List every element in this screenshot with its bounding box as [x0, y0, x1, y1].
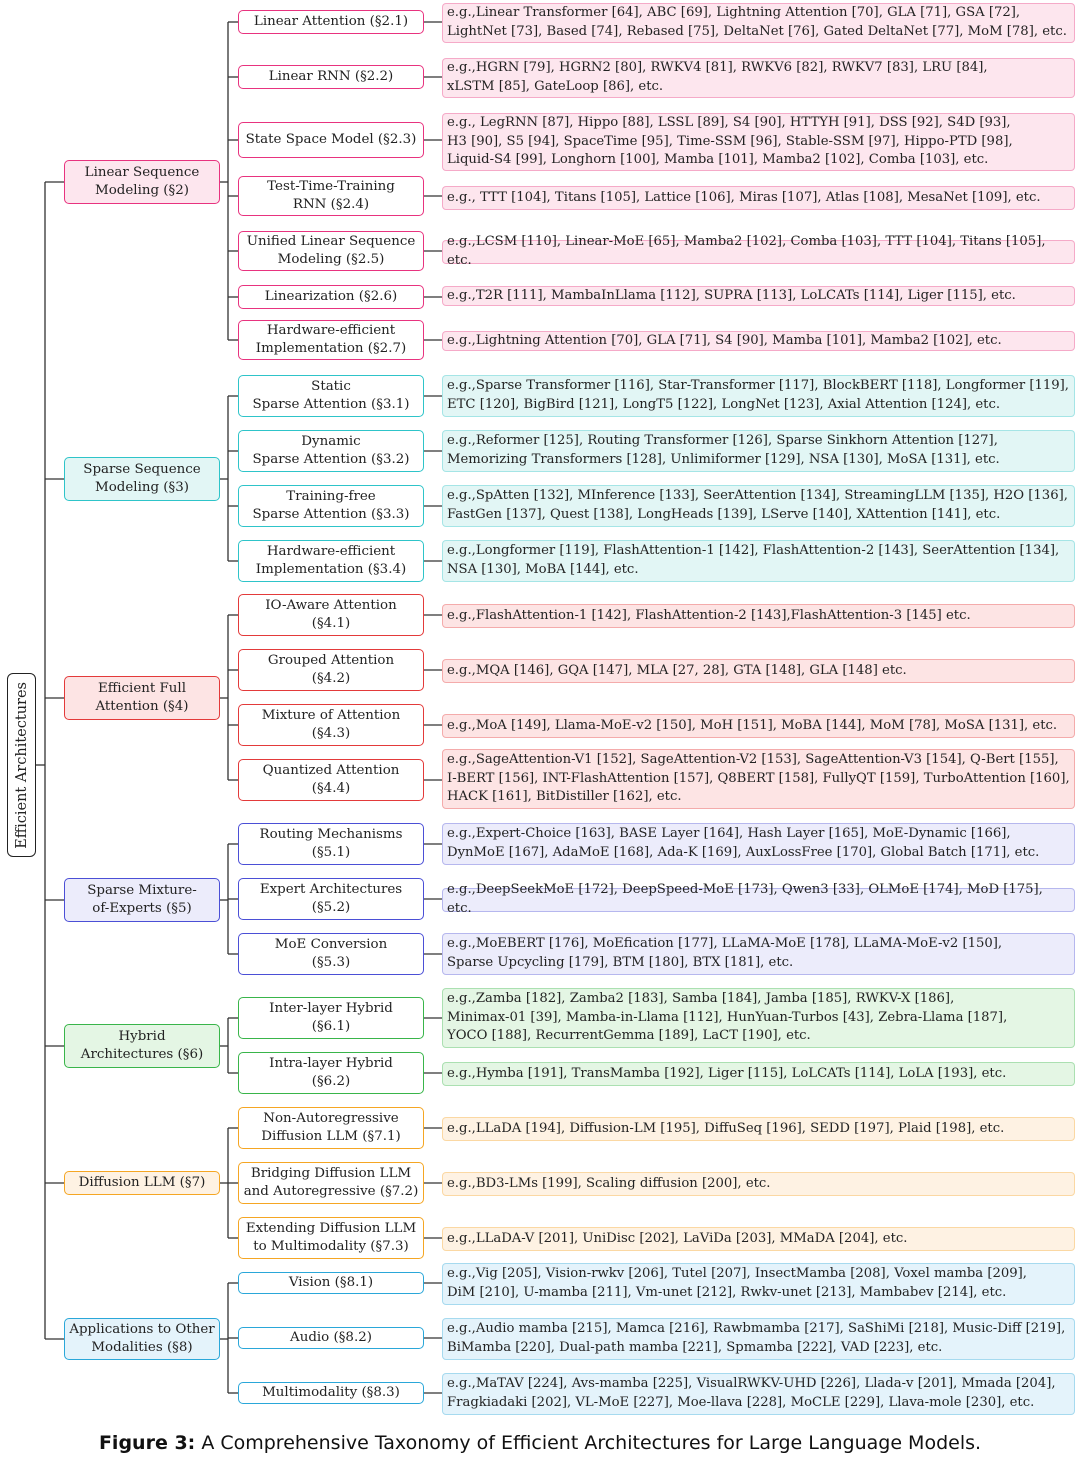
subcategory-node: Multimodality (§8.3) [238, 1382, 424, 1404]
subcategory-node: Vision (§8.1) [238, 1272, 424, 1294]
examples-box [442, 1373, 1075, 1415]
examples-text: e.g.,MoA [149], Llama-MoE-v2 [150], MoH [151], MoBA [144], MoM [78], MoSA [131], etc. [447, 717, 1058, 733]
examples-box [442, 113, 1075, 171]
examples-box [442, 1117, 1075, 1141]
category-node-4: Efficient Full Attention (§4) [64, 676, 220, 720]
examples-text: e.g.,DeepSeekMoE [172], DeepSpeed-MoE [173], Qwen3 [33], OLMoE [174], MoD [175], etc. [447, 882, 1043, 916]
subcategory-node: Unified Linear Sequence Modeling (§2.5) [238, 231, 424, 271]
examples-text: e.g.,Reformer [125], Routing Transformer [126], Sparse Sinkhorn Attention [127], Memorizing Transformers [128], Unlimiformer [129], NSA [130], MoSA [131], etc. [447, 433, 1000, 467]
category-node-8: Applications to Other Modalities (§8) [64, 1318, 220, 1360]
examples-box [442, 540, 1075, 582]
examples-text: e.g.,Linear Transformer [64], ABC [69], Lightning Attention [70], GLA [71], GSA [72], LightNet [73], Based [74], Rebased [75], DeltaNet [76], Gated DeltaNet [77], MoM [78], etc. [447, 5, 1067, 39]
category-node-3: Sparse Sequence Modeling (§3) [64, 457, 220, 501]
subcategory-node: Quantized Attention (§4.4) [238, 759, 424, 801]
subcategory-node: IO-Aware Attention (§4.1) [238, 594, 424, 636]
examples-text: e.g.,Audio mamba [215], Mamca [216], Rawbmamba [217], SaShiMi [218], Music-Diff [219], BiMamba [220], Dual-path mamba [221], Spmamba [222], VAD [223], etc. [447, 1321, 1066, 1355]
examples-text: e.g.,Lightning Attention [70], GLA [71], S4 [90], Mamba [101], Mamba2 [102], etc. [447, 332, 1002, 348]
subcategory-node: Non-Autoregressive Diffusion LLM (§7.1) [238, 1107, 424, 1149]
subcategory-node: Routing Mechanisms (§5.1) [238, 823, 424, 865]
subcategory-node: MoE Conversion (§5.3) [238, 933, 424, 975]
examples-text: e.g.,Vig [205], Vision-rwkv [206], Tutel [207], InsectMamba [208], Voxel mamba [209], DiM [210], U-mamba [211], Vm-unet [212], Rwkv-unet [213], Mambabev [214], etc. [447, 1266, 1028, 1300]
examples-text: e.g.,LLaDA-V [201], UniDisc [202], LaViDa [203], MMaDA [204], etc. [447, 1230, 908, 1246]
examples-text: e.g.,T2R [111], MambaInLlama [112], SUPRA [113], LoLCATs [114], Liger [115], etc. [447, 287, 1016, 303]
subcategory-node: Linearization (§2.6) [238, 285, 424, 309]
examples-text: e.g.,FlashAttention-1 [142], FlashAttention-2 [143],FlashAttention-3 [145] etc. [447, 607, 971, 623]
examples-box [442, 882, 1075, 916]
category-node-5: Sparse Mixture- of-Experts (§5) [64, 878, 220, 922]
examples-text: e.g.,BD3-LMs [199], Scaling diffusion [200], etc. [447, 1175, 771, 1191]
examples-box [442, 1172, 1075, 1196]
examples-box [442, 749, 1075, 809]
root-label: Efficient Architectures [13, 681, 30, 849]
examples-text: e.g.,Zamba [182], Zamba2 [183], Samba [184], Jamba [185], RWKV-X [186], Minimax-01 [39], Mamba-in-Llama [112], HunYuan-Turbos [43], Zebra-Llama [187], YOCO [188], RecurrentGemma [189], LaCT [190], etc. [447, 991, 1008, 1044]
subcategory-node: Hardware-efficient Implementation (§2.7) [238, 320, 424, 360]
examples-box [442, 714, 1075, 738]
subcategory-node: Extending Diffusion LLM to Multimodality (§7.3) [238, 1217, 424, 1259]
examples-box [442, 234, 1075, 268]
subcategory-node: Training-free Sparse Attention (§3.3) [238, 485, 424, 527]
examples-box [442, 659, 1075, 683]
caption-figure-label: Figure 3: [98, 1432, 196, 1454]
examples-box [442, 485, 1075, 527]
examples-box [442, 1263, 1075, 1305]
subcategory-node: State Space Model (§2.3) [238, 122, 424, 158]
subcategory-node: Test-Time-Training RNN (§2.4) [238, 176, 424, 216]
examples-text: e.g.,Expert-Choice [163], BASE Layer [164], Hash Layer [165], MoE-Dynamic [166], DynMoE [167], AdaMoE [168], Ada-K [169], AuxLossFree [170], Global Batch [171], etc. [447, 826, 1040, 860]
examples-box [442, 1062, 1075, 1086]
examples-box [442, 430, 1075, 472]
examples-text: e.g.,Sparse Transformer [116], Star-Transformer [117], BlockBERT [118], Longformer [119], ETC [120], BigBird [121], LongT5 [122], LongNet [123], Axial Attention [124], etc. [447, 378, 1069, 412]
subcategory-node: Grouped Attention (§4.2) [238, 649, 424, 691]
subcategory-node: Linear RNN (§2.2) [238, 65, 424, 89]
examples-box [442, 3, 1075, 43]
examples-box [442, 823, 1075, 865]
examples-box [442, 286, 1075, 306]
examples-text: e.g.,LLaDA [194], Diffusion-LM [195], DiffuSeq [196], SEDD [197], Plaid [198], etc. [447, 1120, 1005, 1136]
examples-text: e.g.,MQA [146], GQA [147], MLA [27, 28], GTA [148], GLA [148] etc. [447, 662, 907, 678]
subcategory-node: Static Sparse Attention (§3.1) [238, 375, 424, 417]
examples-text: e.g.,Longformer [119], FlashAttention-1 [142], FlashAttention-2 [143], SeerAttention [134], NSA [130], MoBA [144], etc. [447, 543, 1060, 577]
category-node-2: Linear Sequence Modeling (§2) [64, 160, 220, 204]
examples-text: e.g.,LCSM [110], Linear-MoE [65], Mamba2 [102], Comba [103], TTT [104], Titans [105], etc. [447, 234, 1046, 268]
subcategory-node: Dynamic Sparse Attention (§3.2) [238, 430, 424, 472]
examples-text: e.g., TTT [104], Titans [105], Lattice [106], Miras [107], Atlas [108], MesaNet [109], etc. [447, 189, 1041, 205]
subcategory-node: Expert Architectures (§5.2) [238, 878, 424, 920]
subcategory-node: Hardware-efficient Implementation (§3.4) [238, 540, 424, 582]
subcategory-node: Bridging Diffusion LLM and Autoregressive (§7.2) [238, 1162, 424, 1204]
examples-box [442, 1318, 1075, 1360]
subcategory-node: Intra-layer Hybrid (§6.2) [238, 1052, 424, 1094]
examples-text: e.g.,MaTAV [224], Avs-mamba [225], VisualRWKV-UHD [226], Llada-v [201], Mmada [204], Fragkiadaki [202], VL-MoE [227], Moe-llava [228], MoCLE [229], Llava-mole [230], etc. [447, 1376, 1056, 1410]
subcategory-node: Mixture of Attention (§4.3) [238, 704, 424, 746]
examples-box [442, 186, 1075, 210]
examples-text: e.g.,Hymba [191], TransMamba [192], Liger [115], LoLCATs [114], LoLA [193], etc. [447, 1065, 1007, 1081]
examples-text: e.g.,SpAtten [132], MInference [133], SeerAttention [134], StreamingLLM [135], H2O [136], FastGen [137], Quest [138], LongHeads [139], LServe [140], XAttention [141], etc. [447, 488, 1068, 522]
figure-caption [0, 1432, 1080, 1454]
caption-text: A Comprehensive Taxonomy of Efficient Architectures for Large Language Models. [201, 1432, 982, 1454]
examples-text: e.g.,SageAttention-V1 [152], SageAttention-V2 [153], SageAttention-V3 [154], Q-Bert [155], I-BERT [156], INT-FlashAttention [157], Q8BERT [158], FullyQT [159], TurboAttention [160], HACK [161], BitDistiller [162], etc. [447, 752, 1070, 805]
examples-box [442, 58, 1075, 98]
examples-box [442, 988, 1075, 1048]
examples-box [442, 933, 1075, 975]
category-node-6: Hybrid Architectures (§6) [64, 1024, 220, 1068]
examples-text: e.g., LegRNN [87], Hippo [88], LSSL [89], S4 [90], HTTYH [91], DSS [92], S4D [93], H3 [90], S5 [94], SpaceTime [95], Time-SSM [96], Stable-SSM [97], Hippo-PTD [98], Liquid-S4 [99], Longhorn [100], Mamba [101], Mamba2 [102], Comba [103], etc. [447, 115, 1013, 168]
examples-text: e.g.,HGRN [79], HGRN2 [80], RWKV4 [81], RWKV6 [82], RWKV7 [83], LRU [84], xLSTM [85], GateLoop [86], etc. [447, 60, 988, 94]
subcategory-node: Audio (§8.2) [238, 1327, 424, 1349]
category-node-7: Diffusion LLM (§7) [64, 1171, 220, 1195]
examples-box [442, 331, 1075, 351]
examples-box [442, 1227, 1075, 1251]
subcategory-node: Linear Attention (§2.1) [238, 10, 424, 34]
examples-box [442, 604, 1075, 628]
root-node [7, 673, 36, 857]
examples-text: e.g.,MoEBERT [176], MoEfication [177], LLaMA-MoE [178], LLaMA-MoE-v2 [150], Sparse Upcycling [179], BTM [180], BTX [181], etc. [447, 936, 1003, 970]
examples-box [442, 375, 1075, 417]
subcategory-node: Inter-layer Hybrid (§6.1) [238, 997, 424, 1039]
